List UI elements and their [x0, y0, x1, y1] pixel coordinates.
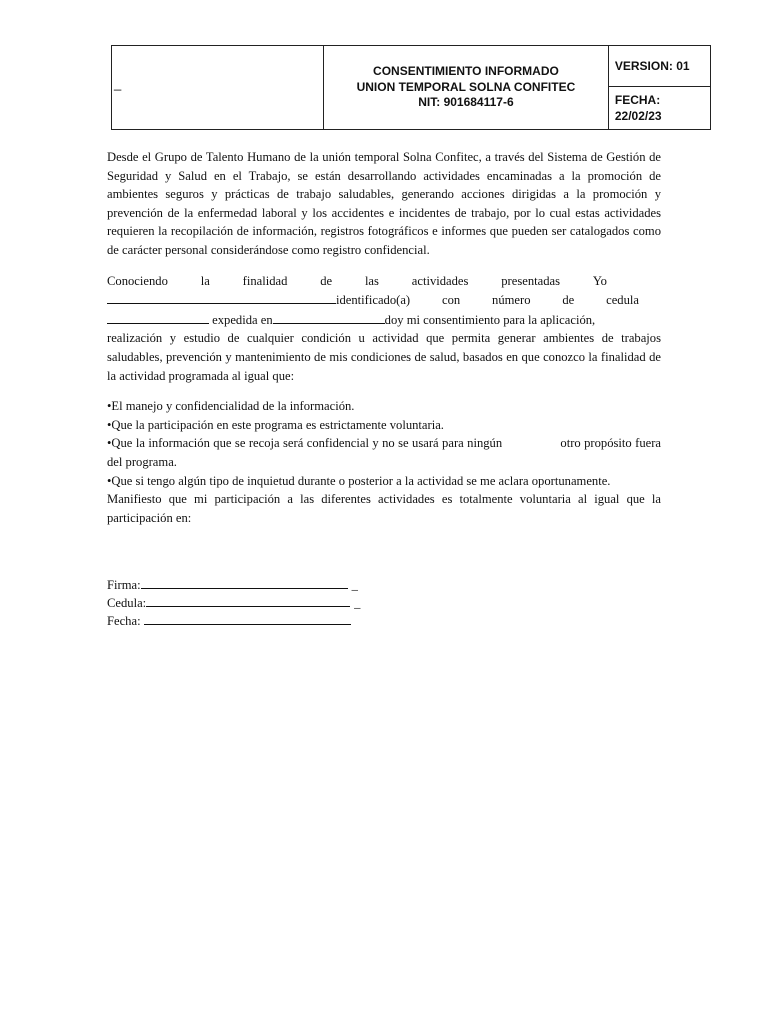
- version-cell: [608, 46, 710, 87]
- consent-paragraph: [107, 272, 661, 386]
- fecha-cell: [608, 87, 710, 130]
- fecha-line[interactable]: [144, 612, 351, 625]
- intro-paragraph: Desde el Grupo de Talento Humano de la unión temporal Solna Confitec, a través del Sistema de Gestión de Seguridad y Salud en el Trabajo, se están desarrollando actividades encaminadas a la promoción de ambientes seguros y prácticas de trabajo saludables, generando acciones dirigidas a la promoción y prevención de la enfermedad laboral y los accidentes e incidentes de trabajo, por lo cual estas actividades requieren la recopilación de información, registros fotográficos e informes que pueden ser catalogados como de carácter personal considerándose como registro confidencial.: [107, 150, 661, 257]
- bullet-list: [107, 397, 665, 527]
- logo-placeholder: _: [114, 76, 122, 91]
- cedula-tail: _: [354, 596, 361, 610]
- bullet-item: •Que la información que se recoja será confidencial y no se usará para ningún otro propósito fuera del programa.: [107, 436, 665, 469]
- consent-word: de: [562, 293, 575, 308]
- consent-word: identificado(a): [336, 293, 411, 308]
- consent-word: Conociendo: [107, 273, 168, 288]
- closing-statement: Manifiesto que mi participación a las diferentes actividades es totalmente voluntaria al igual que la participación en:: [107, 492, 661, 525]
- version-label: VERSION: 01: [614, 59, 690, 73]
- consent-word: con: [441, 293, 461, 308]
- consent-word: actividades: [411, 273, 469, 288]
- consent-line-1: [107, 272, 661, 291]
- firma-row: [107, 576, 360, 594]
- bullet-item: •Que si tengo algún tipo de inquietud durante o posterior a la actividad se me aclara oportunamente.: [107, 473, 611, 488]
- firma-line[interactable]: [141, 576, 348, 589]
- header-table: [111, 45, 711, 130]
- document-body: [107, 148, 665, 527]
- consent-word: de: [320, 273, 333, 288]
- fecha-row: [107, 612, 360, 630]
- consent-word: número: [492, 293, 531, 308]
- consent-word: la: [200, 273, 210, 288]
- name-blank-line[interactable]: [107, 290, 336, 304]
- id-number-blank-line[interactable]: [107, 310, 209, 324]
- title-line-2: UNION TEMPORAL SOLNA CONFITEC: [356, 79, 576, 94]
- bullet-item: •Que la participación en este programa es estrictamente voluntaria.: [107, 417, 444, 432]
- fecha-label: FECHA:: [614, 93, 661, 107]
- title-line-1: CONSENTIMIENTO INFORMADO: [373, 64, 559, 79]
- cedula-line[interactable]: [146, 594, 350, 607]
- fecha-sign-label: Fecha:: [107, 614, 144, 628]
- firma-tail: _: [351, 578, 358, 592]
- consent-word: las: [364, 273, 379, 288]
- consent-rest: realización y estudio de cualquier condición u actividad que permita generar ambientes de trabajos saludables, prevención y mantenimiento de mis condiciones de salud, basados en que conozco la finalidad de la actividad programada al igual que:: [107, 331, 661, 383]
- consent-word: Yo: [592, 273, 607, 288]
- document-title: [324, 46, 609, 130]
- consent-line-3: [107, 310, 661, 330]
- bullet-item: •El manejo y confidencialidad de la información.: [107, 399, 355, 414]
- consent-word: presentadas: [501, 273, 560, 288]
- signature-block: [107, 576, 360, 630]
- consent-word: doy mi consentimiento para la aplicación,: [384, 312, 596, 327]
- consent-word: cedula: [606, 293, 639, 308]
- logo-cell: [112, 46, 324, 130]
- consent-word: finalidad: [242, 273, 288, 288]
- consent-line-2: [107, 290, 661, 310]
- cedula-row: [107, 594, 360, 612]
- firma-label: Firma:: [107, 578, 141, 592]
- fecha-value: 22/02/23: [614, 109, 662, 123]
- consent-word: expedida en: [212, 312, 273, 327]
- issued-in-blank-line[interactable]: [273, 310, 385, 324]
- title-line-3: NIT: 901684117-6: [418, 95, 514, 110]
- cedula-label: Cedula:: [107, 596, 147, 610]
